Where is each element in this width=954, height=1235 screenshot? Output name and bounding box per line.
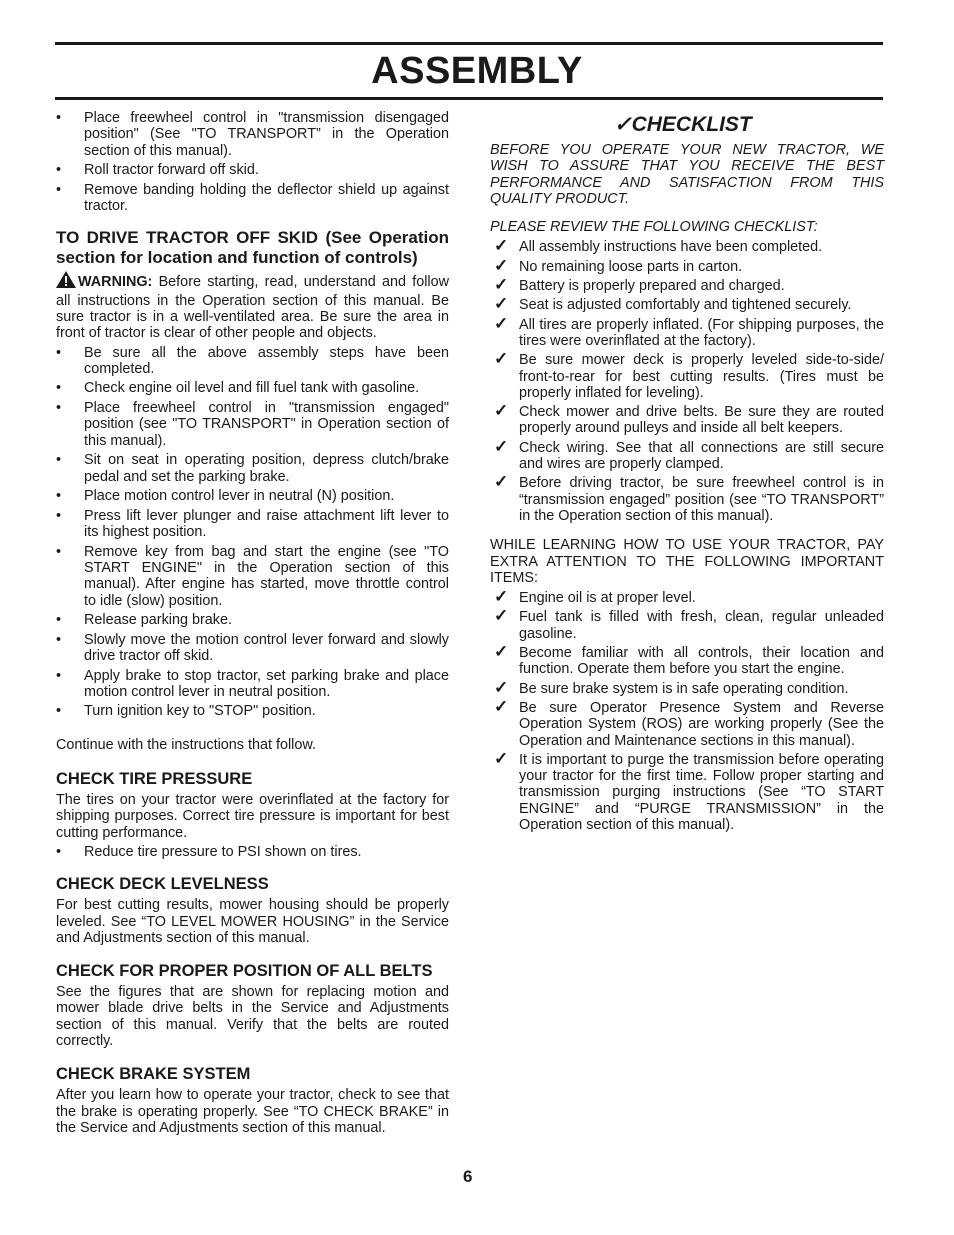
warning-triangle-icon [56,271,76,292]
checklist-item [490,696,884,749]
tire-text: The tires on your tractor were overinflated at the factory for shipping purposes. Correct tire pressure is important for best cutting performance. [56,792,449,841]
checklist [490,236,884,524]
intro-bullet-list [56,110,449,214]
checklist-item [490,401,884,437]
list-item: • Slowly move the motion control lever forward and slowly drive tractor off skid. [56,632,449,665]
list-item: • Roll tractor forward off skid. [56,162,449,178]
check-mark-icon: ✓ [494,587,509,607]
checklist-item-text: Check wiring. See that all connections are still secure and wires are properly clamped. [519,439,884,473]
warning-label: WARNING: [78,274,153,291]
tire-heading: CHECK TIRE PRESSURE [56,770,253,789]
deck-heading: CHECK DECK LEVELNESS [56,875,269,894]
checklist-item-text: No remaining loose parts in carton. [519,258,743,275]
checklist-item [490,294,884,314]
checklist-title: ✓CHECKLIST [614,113,752,136]
list-item: • Remove banding holding the deflector shield up against tractor. [56,182,449,215]
check-mark-icon: ✓ [494,696,509,716]
checklist-review: PLEASE REVIEW THE FOLLOWING CHECKLIST: [490,219,818,236]
check-mark-icon: ✓ [494,677,509,697]
tire-bullet-list [56,844,449,860]
checklist-item [490,606,884,642]
checklist-item [490,587,884,607]
checklist-item [490,275,884,295]
checklist-item-text: All assembly instructions have been completed. [519,239,823,256]
drive-off-bullet-list [56,345,449,720]
checklist-item [490,236,884,256]
check-mark-icon: ✓ [494,472,509,492]
drive-off-heading: TO DRIVE TRACTOR OFF SKID (See Operation section for location and function of controls) [56,228,449,268]
learning-intro: WHILE LEARNING HOW TO USE YOUR TRACTOR, PAY EXTRA ATTENTION TO THE FOLLOWING IMPORTANT ITEMS: [490,537,884,586]
header-rule-top [55,42,883,45]
checklist-intro: BEFORE YOU OPERATE YOUR NEW TRACTOR, WE WISH TO ASSURE THAT YOU RECEIVE THE BEST PERFORMANCE AND SATISFACTION FROM THIS QUALITY PRODUCT. [490,142,884,207]
check-mark-icon: ✓ [494,401,509,421]
checklist-item-text: Be sure Operator Presence System and Reverse Operation System (ROS) are working properly (See the Operation and Maintenance sections in this manual). [519,699,884,749]
list-item: • Remove key from bag and start the engine (see "TO START ENGINE" in the Operation section of this manual). After engine has started, move throttle control to idle (slow) position. [56,544,449,609]
list-item: • Press lift lever plunger and raise attachment lift lever to its highest position. [56,508,449,541]
checklist-item [490,472,884,524]
list-item: • Apply brake to stop tractor, set parking brake and place motion control lever in neutral position. [56,668,449,701]
checklist-item-text: It is important to purge the transmission before operating your tractor for the first time. Follow proper starting and transmission purging instructions (See “TO START ENGINE” and “PURGE TRANSMISSION” in the Operation section of this manual). [519,751,884,833]
list-item: • Sit on seat in operating position, depress clutch/brake pedal and set the parking brake. [56,452,449,485]
check-mark-icon: ✓ [494,275,509,295]
page-number: 6 [463,1167,473,1186]
brake-heading: CHECK BRAKE SYSTEM [56,1065,251,1084]
left-column [56,110,449,1136]
brake-text: After you learn how to operate your tractor, check to see that the brake is operating properly. See “TO CHECK BRAKE” in the Service and Adjustments section of this manual. [56,1087,449,1136]
list-item: • Check engine oil level and fill fuel tank with gasoline. [56,380,449,396]
checklist-item [490,642,884,678]
checklist-item-text: Check mower and drive belts. Be sure they are routed properly around pulleys and inside all belt keepers. [519,404,884,437]
list-item: • Place motion control lever in neutral (N) position. [56,488,449,504]
belts-heading: CHECK FOR PROPER POSITION OF ALL BELTS [56,962,433,981]
checklist-item [490,349,884,401]
checklist-item-text: Fuel tank is filled with fresh, clean, regular unleaded gasoline. [519,609,884,642]
right-column [490,110,884,836]
checklist-item-text: Seat is adjusted comfortably and tightened securely. [519,297,852,314]
check-mark-icon: ✓ [494,255,509,275]
check-mark-icon: ✓ [494,642,509,662]
checklist-item [490,255,884,275]
checklist-item [490,677,884,697]
checklist-item-text: All tires are properly inflated. (For shipping purposes, the tires were overinflated at the factory). [519,316,884,349]
learning-checklist [490,587,884,833]
check-mark-icon: ✓ [494,748,509,768]
check-mark-icon: ✓ [494,294,509,314]
checklist-item-text: Battery is properly prepared and charged. [519,278,785,295]
checklist-item-text: Be sure mower deck is properly leveled side-to-side/ front-to-rear for best cutting results. (Tires must be properly inflated for leveling). [519,352,884,401]
warning-paragraph [56,271,449,341]
check-mark-icon: ✓ [494,606,509,626]
list-item: • Place freewheel control in "transmission disengaged position" (See "TO TRANSPORT” in the Operation section of this manual). [56,110,449,159]
list-item: • Release parking brake. [56,612,449,628]
list-item: • Be sure all the above assembly steps have been completed. [56,345,449,378]
checklist-item [490,748,884,833]
checklist-item-text: Be sure brake system is in safe operating condition. [519,680,849,697]
checklist-item [490,436,884,473]
checklist-item-text: Engine oil is at proper level. [519,590,696,607]
list-item: • Turn ignition key to "STOP" position. [56,703,449,719]
header-rule-bottom [55,97,883,100]
check-mark-icon: ✓ [494,236,509,256]
warning-text: Before starting, read, understand and follow all instructions in the Operation section of this manual. Be sure tractor is in a well-ventilated area. Be sure the area in front of tractor is clear of other people and objects. [56,274,449,342]
checklist-item [490,313,884,350]
checklist-item-text: Before driving tractor, be sure freewheel control is in “transmission engaged” position (see “TO TRANSPORT” in the Operation section of this manual). [519,475,884,524]
check-mark-icon: ✓ [494,436,509,456]
list-item: • Place freewheel control in "transmission engaged" position (see "TO TRANSPORT" in Operation section of this manual). [56,400,449,449]
check-mark-icon: ✓ [494,349,509,369]
continue-text: Continue with the instructions that follow. [56,736,316,753]
page-title: ASSEMBLY [371,50,583,92]
check-mark-icon: ✓ [494,313,509,333]
deck-text: For best cutting results, mower housing should be properly leveled. See “TO LEVEL MOWER HOUSING” in the Service and Adjustments section of this manual. [56,897,449,946]
checklist-item-text: Become familiar with all controls, their location and function. Operate them before you start the engine. [519,645,884,678]
belts-text: See the figures that are shown for replacing motion and mower blade drive belts in the Service and Adjustments section of this manual. Verify that the belts are routed correctly. [56,984,449,1050]
list-item: • Reduce tire pressure to PSI shown on tires. [56,844,449,860]
